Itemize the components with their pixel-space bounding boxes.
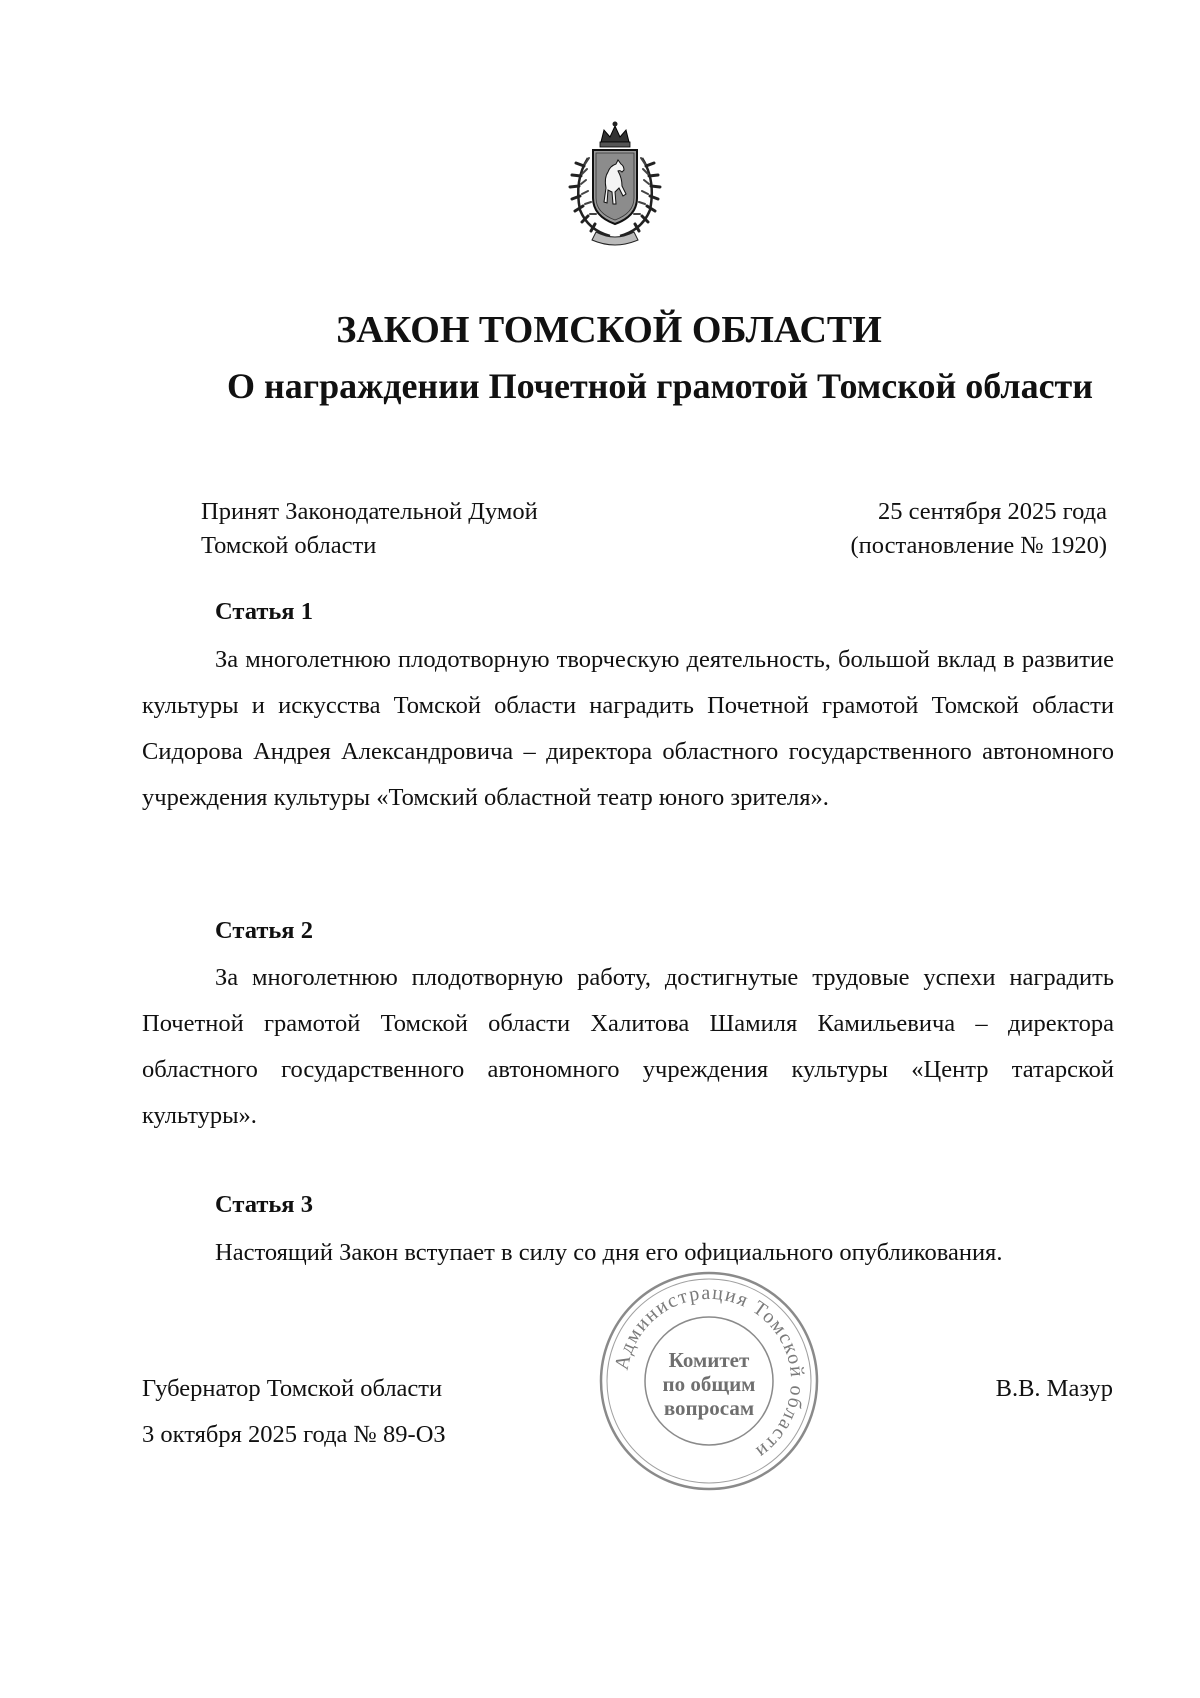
signature-block (142, 1366, 446, 1458)
adoption-body-line1: Принят Законодательной Думой (201, 498, 538, 525)
law-date-number: 3 октября 2025 года № 89-ОЗ (142, 1421, 446, 1448)
law-title: ЗАКОН ТОМСКОЙ ОБЛАСТИ (336, 309, 882, 351)
adoption-date-block (851, 495, 1107, 563)
article-2-heading: Статья 2 (215, 917, 313, 944)
article-1-heading: Статья 1 (215, 598, 313, 625)
article-1-text: За многолетнюю плодотворную творческую деятельность, большой вклад в развитие культуры и искусства Томской области наградить Почетной грамотой Томской области Сидорова Андрея Александровича – директора областного государственного автономного учреждения культуры «Томский областной театр юного зрителя». (142, 646, 1114, 811)
signatory-position: Губернатор Томской области (142, 1375, 443, 1402)
stamp-center-line1: Комитет (668, 1348, 750, 1372)
adoption-body (201, 495, 538, 563)
article-2-text: За многолетнюю плодотворную работу, достигнутые трудовые успехи наградить Почетной грамотой Томской области Халитова Шамиля Камильевича – директора областного государственного автономного учреждения культуры «Центр татарской культуры». (142, 964, 1114, 1129)
official-stamp-icon (596, 1268, 822, 1494)
signatory-name: В.В. Мазур (995, 1375, 1113, 1402)
coat-of-arms-icon (560, 118, 670, 250)
article-3-heading: Статья 3 (215, 1191, 313, 1218)
stamp-center-line2: по общим (662, 1372, 756, 1396)
article-3-text: Настоящий Закон вступает в силу со дня его официального опубликования. (215, 1239, 1003, 1266)
adoption-resolution: (постановление № 1920) (850, 532, 1107, 559)
stamp-center-line3: вопросам (663, 1396, 755, 1420)
adoption-body-line2: Томской области (201, 532, 377, 559)
law-subtitle: О награждении Почетной грамотой Томской области (227, 366, 1093, 406)
adoption-date: 25 сентября 2025 года (878, 498, 1107, 525)
stamp-ring-text: Администрация Томской области (610, 1281, 809, 1464)
